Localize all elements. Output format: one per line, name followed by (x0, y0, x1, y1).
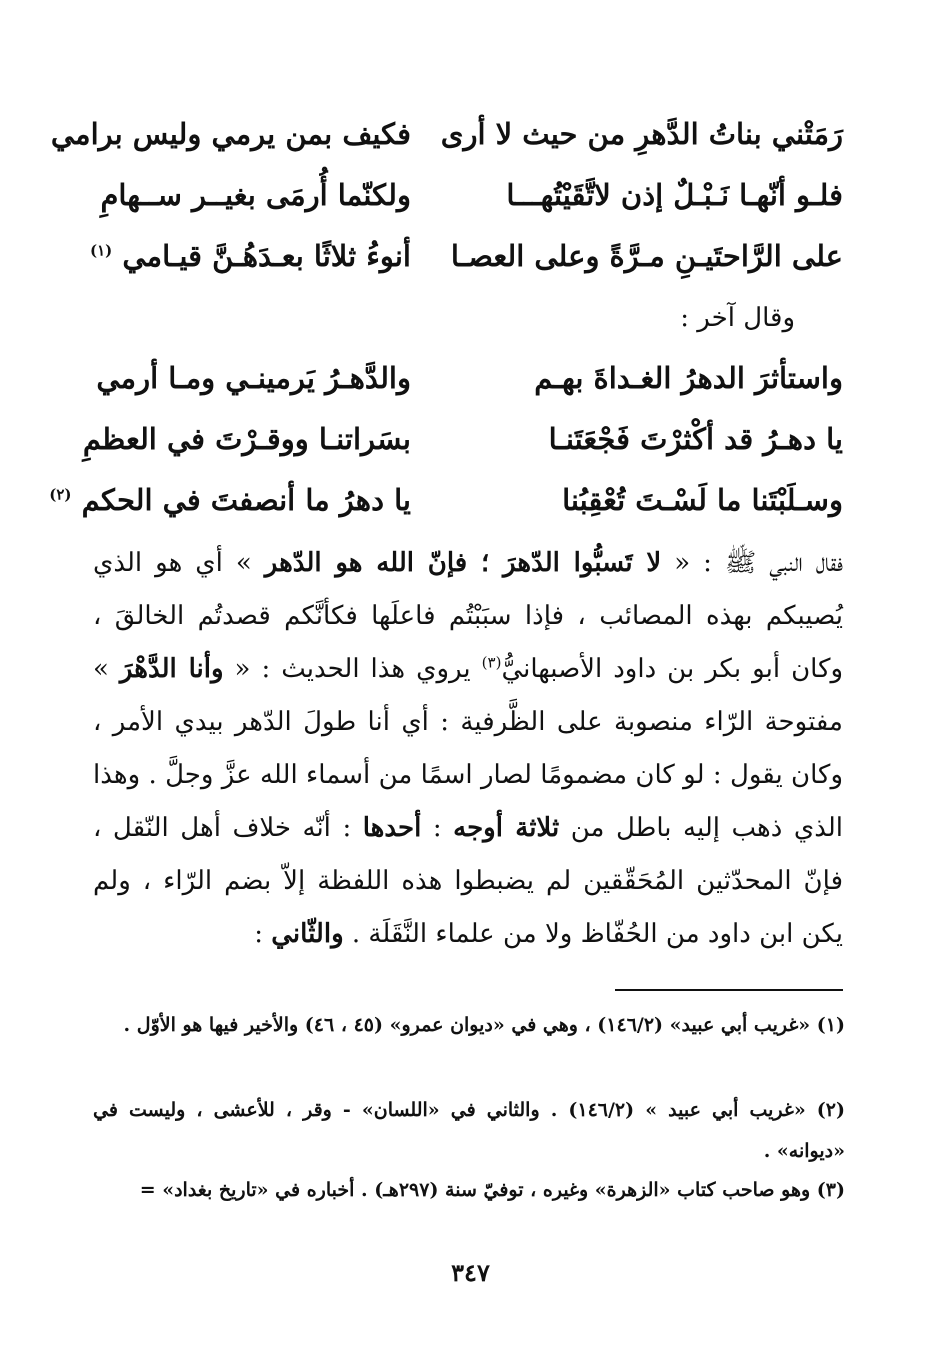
poem1-verse2-second-hemistich: ولكنّما أُرمَى بغيــر ســهامِ (100, 178, 411, 212)
poem2-verse3-second-hemistich (49, 480, 411, 520)
poem1-verse3-second-hemistich (90, 236, 411, 276)
footnote-1: (١) «غريب أبي عبيد» (١٤٦/٢) ، وهي في «ديوان عمرو» (٤٥ ، ٤٦) والأخير فيها هو الأوّل . (123, 1014, 845, 1036)
poem1-verse1-first-hemistich: رَمَتْني بناتُ الدَّهرِ من حيث لا أرى (440, 117, 843, 151)
hadith-quote: لا تَسبُّوا الدّهرَ ؛ فإنّ الله هو الدّهر (264, 548, 662, 578)
prose-segment: : أنّه خلاف أهل النّقل ، فإنّ المحدّثين المُحَقّقين لم يضبطوا هذه اللفظة إلاّ بضم الرّاء ، ولم يكن ابن داود من الحُفّاظ ولا من علماء النَّقَلَة . (93, 813, 843, 949)
poem2-intro: وقال آخر : (680, 303, 795, 333)
poem2-verse2-first-hemistich: يا دهـرُ قد أكْثرْتَ فَجْعَتَنـا (548, 422, 843, 456)
main-paragraph (93, 537, 843, 961)
prose-segment: : (254, 919, 272, 949)
second-aspect: والثّاني (271, 919, 344, 949)
footnote-separator (615, 989, 843, 991)
poem1-verse1-second-hemistich: فكيف بمن يرمي وليس برامي (50, 117, 411, 151)
poem2-verse2-second-hemistich: بسَراتنـا ووقـرْتَ في العظمِ (82, 422, 411, 456)
poem1-verse3-second-text: أنوءُ ثلاثًا بعـدَهُـنَّ قيـامي (122, 239, 411, 273)
poem2-verse1-first-hemistich: واستأثرَ الدهرُ الغـداةَ بهـم (534, 361, 843, 395)
poem2-verse1-second-hemistich: والدَّهـرُ يَرمينـي ومـا أرمي (96, 361, 411, 395)
poem2-verse3-second-text: يا دهرُ ما أنصفتَ في الحكم (81, 483, 411, 517)
footnote-2: (٢) «غريب أبي عبيد » (١٤٦/٢) . والثاني في «اللسان» - وقر ، للأعشى ، وليست في «ديوانه» . (93, 1099, 845, 1162)
footnote-ref-2: (٢) (49, 485, 72, 504)
first-aspect: أحدها (362, 813, 422, 843)
poem1-verse2-first-hemistich: فلـو أنّهـا نَـبْـلٌ إذن لاتَّقَيْتُهـــا (506, 178, 843, 212)
poem2-verse3-first-hemistich: وسـلَبْتَنا ما لَسْـتَ تُعْقِبُنا (562, 483, 843, 517)
footnote-ref-1: (١) (89, 241, 113, 260)
prose-segment: » أي هو الذي يُصيبكم بهذه المصائب ، فإذا سبَبْتُم فاعلَها فكأنَّكم قصدتُم الخالقَ ، وكان أبو بكر بن داود الأصبهانيُّ (93, 548, 844, 684)
poem1-verse3-first-hemistich: على الرَّاحتَيـنِ مـرَّةً وعلى العصـا (450, 239, 843, 273)
main-paragraph-text (93, 537, 843, 961)
footnote-ref-3: (٣) (481, 653, 502, 672)
hadith-variant: وأنا الدَّهْرَ (119, 654, 224, 684)
footnote-3: (٣) وهو صاحب كتاب «الزهرة» وغيره ، توفيّ سنة (٢٩٧هـ) . أخباره في «تاريخ بغداد» = (139, 1179, 845, 1201)
page-number: ٣٤٧ (451, 1258, 490, 1287)
prose-segment: فقال النبي ﷺ : « (661, 548, 843, 578)
three-aspects: ثلاثة أوجه (453, 813, 560, 843)
prose-segment: : (421, 813, 454, 843)
prose-segment: » مفتوحة الرّاء منصوبة على الظَّرفية : أي أنا طولَ الدّهر بيدي الأمر ، وكان يقول : لو كان مضمومًا لصار اسمًا من أسماء الله عزَّ وجلَّ . وهذا الذي ذهب إليه باطل من (93, 654, 843, 843)
prose-segment: يروي هذا الحديث : « (223, 654, 482, 684)
